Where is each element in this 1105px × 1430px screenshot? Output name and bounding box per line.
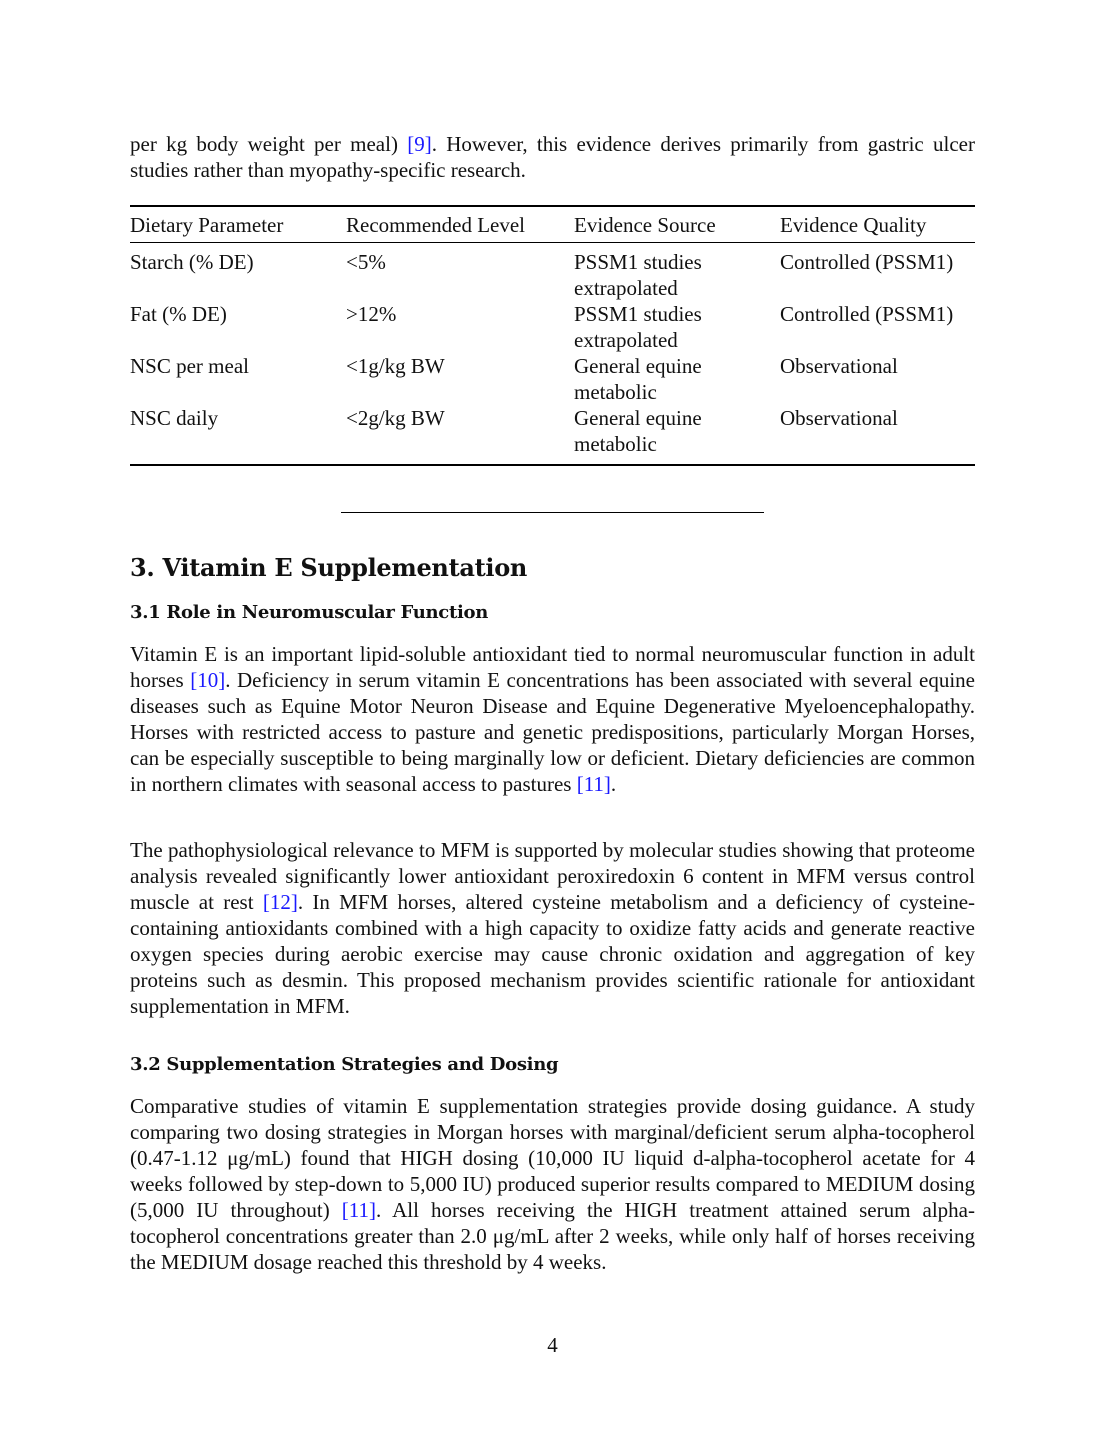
citation-link[interactable]: [12] — [262, 890, 298, 914]
text-run: The pathophysiological relevance to MFM is supported by molecular studies showing that proteome analysis revealed significantly lower antioxidant peroxiredoxin 6 content in MFM versus control muscle at rest — [130, 838, 975, 914]
table-cell: General equine metabolic — [574, 406, 702, 456]
table-cell: Observational — [780, 354, 898, 378]
citation-link[interactable]: [9] — [407, 132, 432, 156]
section-divider — [341, 512, 764, 513]
table-cell: >12% — [346, 302, 397, 326]
citation-link[interactable]: [10] — [190, 668, 226, 692]
table-header-row — [130, 206, 975, 243]
table-cell: Controlled (PSSM1) — [780, 302, 954, 326]
subsection-heading: 3.1 Role in Neuromuscular Function — [130, 602, 488, 623]
table-cell: <1g/kg BW — [346, 354, 445, 378]
column-header: Recommended Level — [346, 213, 526, 237]
table-cell: PSSM1 studies extrapolated — [574, 302, 702, 352]
section-heading: 3. Vitamin E Supplementation — [130, 553, 528, 582]
table-cell: NSC per meal — [130, 354, 249, 378]
table-cell: Fat (% DE) — [130, 302, 227, 326]
text-run: . In MFM horses, altered cysteine metabolism and a deficiency of cysteine-containing antioxidants combined with a high capacity to oxidize fatty acids and generate reactive oxygen species during aerobic exercise may cause chronic oxidation and aggregation of key proteins such as desmin. This proposed mechanism provides scientific rationale for antioxidant supplementation in MFM. — [130, 890, 976, 1018]
table-cell: Controlled (PSSM1) — [780, 250, 954, 274]
table-cell: Starch (% DE) — [130, 250, 254, 274]
column-header: Evidence Source — [574, 213, 716, 237]
table-row — [130, 405, 975, 465]
table-cell: PSSM1 studies extrapolated — [574, 250, 702, 300]
citation-link[interactable]: [11] — [576, 772, 611, 796]
table-row — [130, 301, 975, 353]
table-cell: General equine metabolic — [574, 354, 702, 404]
text-run: per kg body weight per meal) — [130, 132, 408, 156]
text-run: . All horses receiving the HIGH treatment attained serum alpha-tocopherol concentrations greater than 2.0 μg/mL after 2 weeks, while only half of horses receiving the MEDIUM dosage reached this threshold by 4 weeks. — [130, 1198, 975, 1274]
intro-paragraph — [130, 131, 975, 183]
text-run: Vitamin E is an important lipid-soluble antioxidant tied to normal neuromuscular function in adult horses — [130, 642, 975, 692]
table-cell: Observational — [780, 406, 898, 430]
table-cell: <5% — [346, 250, 386, 274]
citation-link[interactable]: [11] — [341, 1198, 376, 1222]
column-header: Dietary Parameter — [130, 213, 284, 237]
table-row — [130, 243, 975, 302]
text-run: . However, this evidence derives primarily from gastric ulcer studies rather than myopathy-specific research. — [130, 132, 975, 182]
body-paragraph — [130, 837, 975, 1019]
text-run: . — [610, 772, 617, 796]
column-header: Evidence Quality — [780, 213, 927, 237]
table-cell: <2g/kg BW — [346, 406, 445, 430]
body-paragraph — [130, 641, 975, 797]
text-run: . Deficiency in serum vitamin E concentrations has been associated with several equine diseases such as Equine Motor Neuron Disease and Equine Degenerative Myeloencephalopathy. Horses with restricted access to pasture and genetic predispositions, particularly Morgan Horses, can be especially susceptible to being marginally low or deficient. Dietary deficiencies are common in northern climates with seasonal access to pastures — [130, 668, 975, 796]
table-cell: NSC daily — [130, 406, 219, 430]
page-number: 4 — [547, 1333, 558, 1357]
body-paragraph — [130, 1093, 975, 1275]
subsection-heading: 3.2 Supplementation Strategies and Dosing — [130, 1054, 559, 1075]
text-run: Comparative studies of vitamin E supplementation strategies provide dosing guidance. A study comparing two dosing strategies in Morgan horses with marginal/deficient serum alpha-tocopherol (0.47-1.12 μg/mL) found that HIGH dosing (10,000 IU liquid d-alpha-tocopherol acetate for 4 weeks followed by step-down to 5,000 IU) produced superior results compared to MEDIUM dosing (5,000 IU throughout) — [130, 1094, 975, 1222]
table-row — [130, 353, 975, 405]
dietary-parameters-table — [130, 205, 975, 466]
